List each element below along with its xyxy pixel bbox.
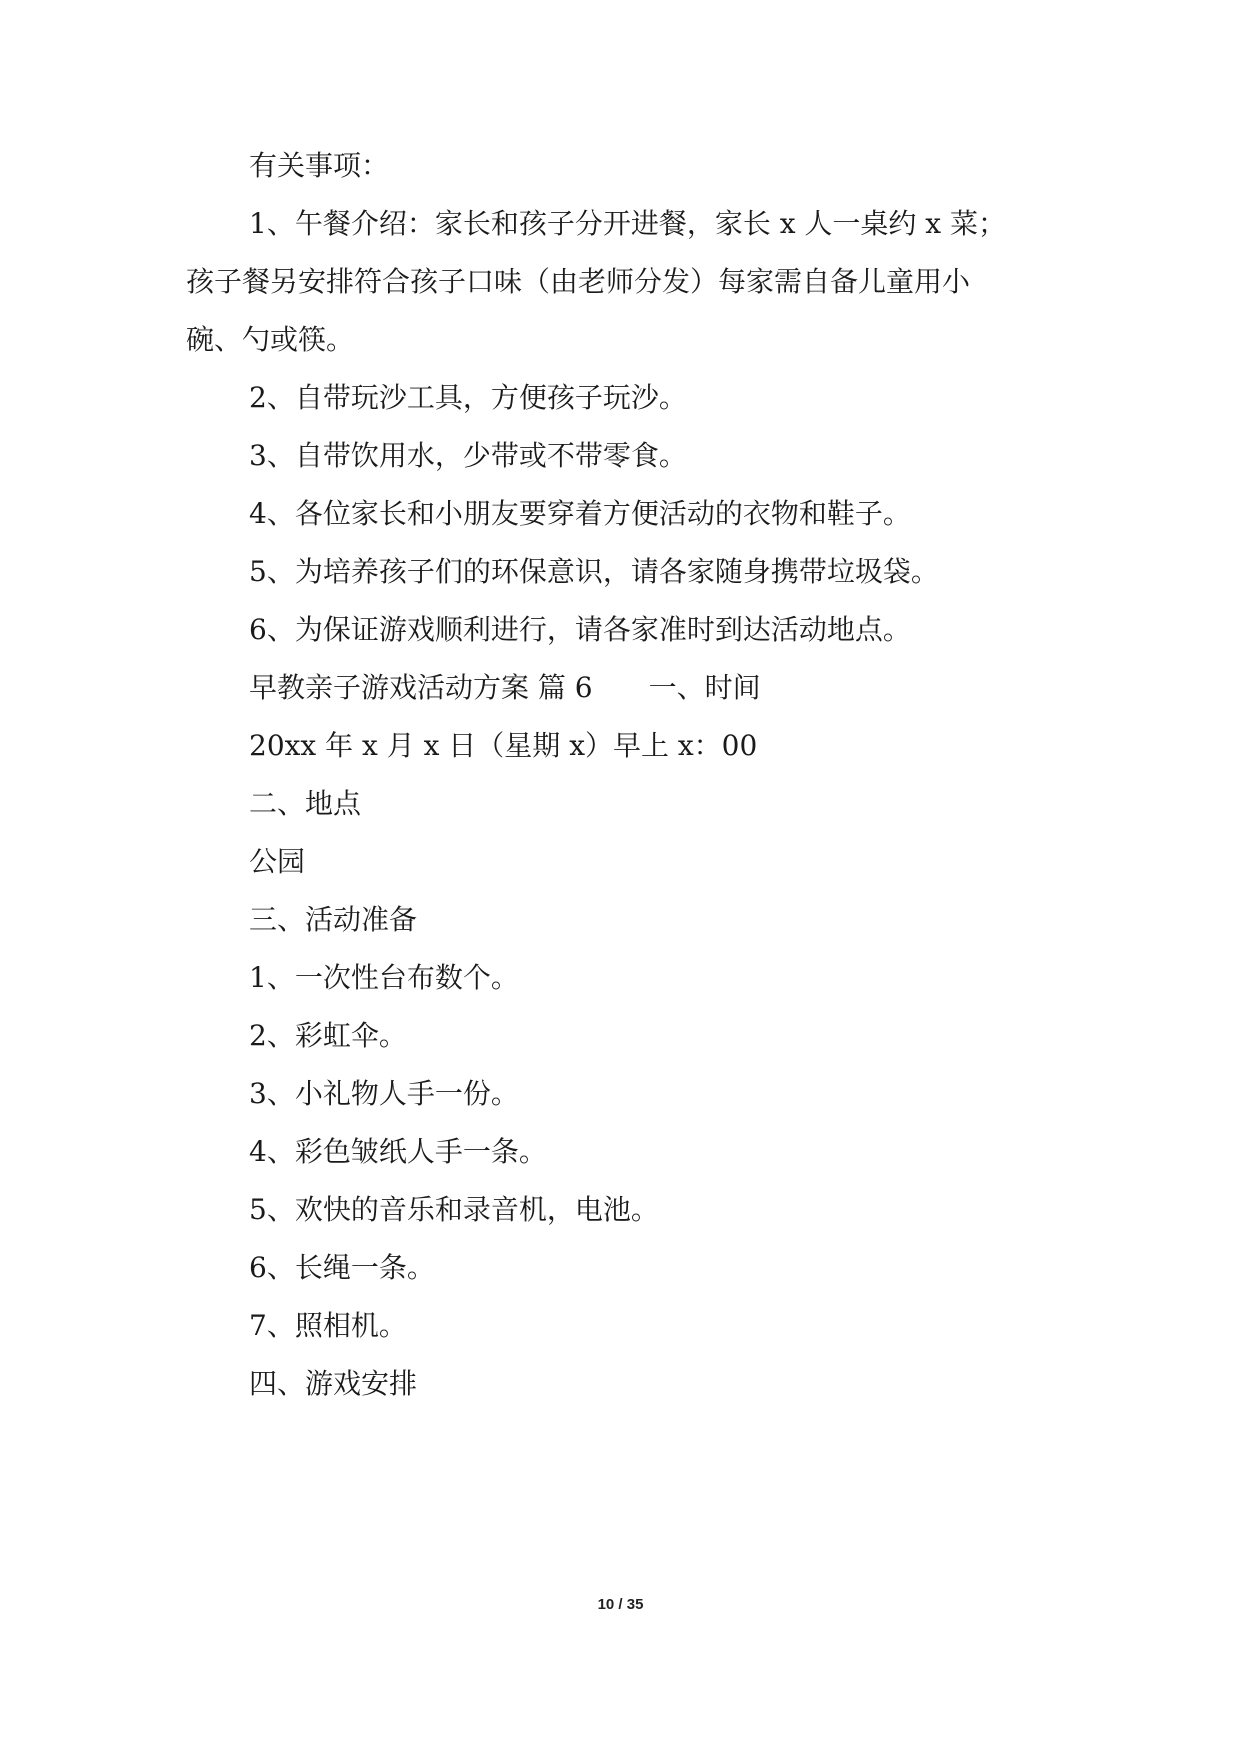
list-item: 7、照相机。	[249, 1309, 407, 1342]
list-item: 3、小礼物人手一份。	[249, 1077, 519, 1110]
list-item: 6、为保证游戏顺利进行，请各家准时到达活动地点。	[249, 613, 911, 646]
plan-title-line	[249, 668, 761, 708]
location-value: 公园	[249, 845, 306, 878]
section-heading-notes: 有关事项：	[249, 149, 390, 182]
list-item: 2、彩虹伞。	[249, 1019, 407, 1052]
list-item: 2、自带玩沙工具，方便孩子玩沙。	[249, 381, 687, 414]
list-item: 4、彩色皱纸人手一条。	[249, 1135, 547, 1168]
plan-title: 早教亲子游戏活动方案 篇 6	[249, 671, 593, 704]
list-item: 5、欢快的音乐和录音机，电池。	[249, 1193, 659, 1226]
paragraph-line: 1、午餐介绍：家长和孩子分开进餐，家长 x 人一桌约 x 菜；	[249, 207, 1007, 240]
list-item: 3、自带饮用水，少带或不带零食。	[249, 439, 687, 472]
section-heading-location: 二、地点	[249, 787, 362, 820]
list-item: 1、一次性台布数个。	[249, 961, 519, 994]
section-heading-games: 四、游戏安排	[249, 1367, 418, 1400]
time-value: 20xx 年 x 月 x 日（星期 x）早上 x：00	[249, 729, 758, 762]
section-heading-time: 一、时间	[648, 671, 761, 704]
list-item: 6、长绳一条。	[249, 1251, 435, 1284]
section-heading-preparation: 三、活动准备	[249, 903, 418, 936]
paragraph-line: 碗、勺或筷。	[186, 323, 355, 356]
paragraph-line: 孩子餐另安排符合孩子口味（由老师分发）每家需自备儿童用小	[186, 265, 971, 298]
list-item: 5、为培养孩子们的环保意识，请各家随身携带垃圾袋。	[249, 555, 939, 588]
list-item: 4、各位家长和小朋友要穿着方便活动的衣物和鞋子。	[249, 497, 911, 530]
page-number: 10 / 35	[597, 1596, 644, 1613]
